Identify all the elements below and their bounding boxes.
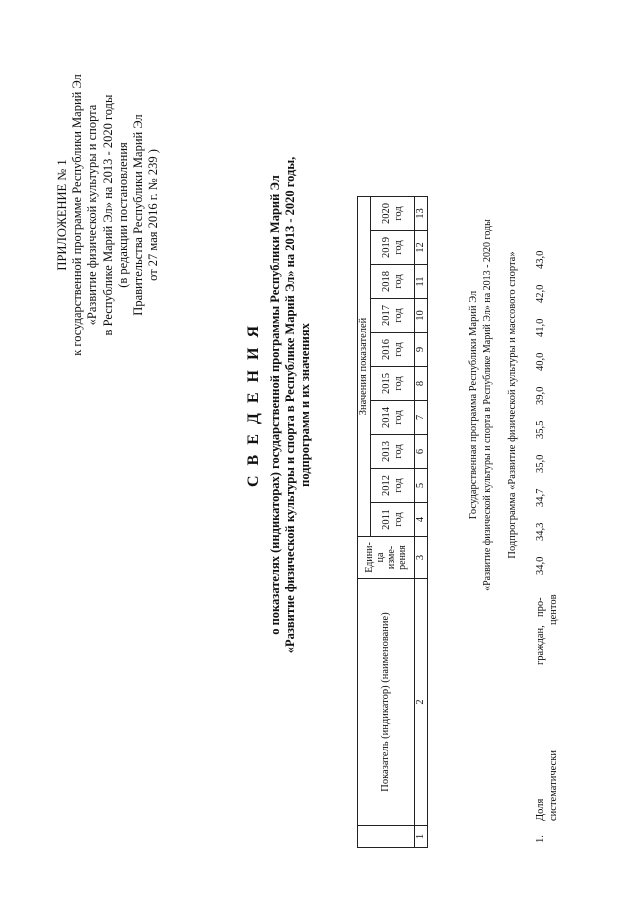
row-number: 1. — [535, 835, 546, 843]
header-num-cell — [358, 826, 415, 848]
appendix-line: ПРИЛОЖЕНИЕ № 1 — [55, 159, 69, 271]
year-cell: 2019 год — [371, 231, 415, 265]
appendix-line: (в редакции постановления — [115, 142, 130, 288]
col-number: 5 — [415, 469, 428, 503]
appendix-block — [55, 5, 161, 425]
subprogram-name: Подпрограмма «Развитие физической культуры и массового спорта» — [507, 251, 518, 559]
appendix-line: Правительства Республики Марий Эл — [131, 114, 146, 316]
year-cell: 2020 год — [371, 197, 415, 231]
year-cell: 2018 год — [371, 265, 415, 299]
col-number: 10 — [415, 299, 428, 333]
unit-header-line: ца — [375, 552, 386, 563]
document-title: С В Е Д Е Н И Я — [245, 322, 262, 488]
year-cell: 2017 год — [371, 299, 415, 333]
subtitle-line: о показателях (индикаторах) государственной программы Республики Марий Эл — [268, 175, 282, 635]
header-indicator-cell — [358, 579, 415, 826]
appendix-line: «Развитие физической культуры и спорта — [85, 104, 100, 326]
col-number: 3 — [415, 537, 428, 579]
col-number: 6 — [415, 435, 428, 469]
value-2020: 43,0 — [535, 250, 546, 269]
col-number: 1 — [415, 826, 428, 848]
value-2019: 42,0 — [535, 284, 546, 303]
year-cell: 2016 год — [371, 333, 415, 367]
year-cell: 2014 год — [371, 401, 415, 435]
col-number: 13 — [415, 197, 428, 231]
program-name-line2: «Развитие физической культуры и спорта в Республике Марий Эл» на 2013 - 2020 годы — [482, 219, 493, 591]
values-header: Значения показателей — [358, 197, 371, 537]
unit-header-line: Едини- — [364, 542, 375, 573]
value-2017: 40,0 — [535, 352, 546, 371]
indicators-table — [357, 196, 428, 848]
value-2011: 34,0 — [535, 556, 546, 575]
appendix-line: от 27 мая 2016 г. № 239 ) — [146, 149, 161, 281]
indicator-name-part: граждан, — [535, 625, 546, 665]
value-2018: 41,0 — [535, 318, 546, 337]
col-number: 2 — [415, 579, 428, 826]
indicator-header: Показатель (индикатор) (наименование) — [380, 612, 391, 792]
unit-header-line: рения — [397, 545, 408, 570]
col-number: 8 — [415, 367, 428, 401]
col-number: 11 — [415, 265, 428, 299]
unit-value: центов — [548, 594, 559, 625]
column-numbers-row — [415, 197, 428, 848]
col-number: 4 — [415, 503, 428, 537]
appendix-line: в Республике Марий Эл» на 2013 - 2020 годы — [100, 94, 115, 336]
unit-value: про- — [535, 597, 546, 617]
col-number: 9 — [415, 333, 428, 367]
value-2012: 34,3 — [535, 522, 546, 541]
value-2013: 34,7 — [535, 488, 546, 507]
program-name-line1: Государственная программа Республики Марий Эл — [468, 290, 479, 520]
year-cell: 2011 год — [371, 503, 415, 537]
value-2014: 35,0 — [535, 454, 546, 473]
header-unit-cell — [358, 537, 415, 579]
col-number: 12 — [415, 231, 428, 265]
appendix-line: к государственной программе Республики Марий Эл — [70, 74, 85, 356]
document-subtitle — [268, 125, 313, 685]
year-cell: 2015 год — [371, 367, 415, 401]
value-2016: 39,0 — [535, 386, 546, 405]
year-cell: 2013 год — [371, 435, 415, 469]
value-2015: 35,5 — [535, 420, 546, 439]
indicator-name-part: Доля — [535, 798, 546, 821]
year-cell: 2012 год — [371, 469, 415, 503]
indicator-name-part: систематически — [548, 750, 559, 821]
subtitle-line: подпрограмм и их значениях — [298, 323, 312, 487]
subtitle-line: «Развитие физической культуры и спорта в Республике Марий Эл» на 2013 - 2020 годы, — [283, 156, 297, 654]
col-number: 7 — [415, 401, 428, 435]
unit-header-line: изме- — [386, 545, 397, 570]
